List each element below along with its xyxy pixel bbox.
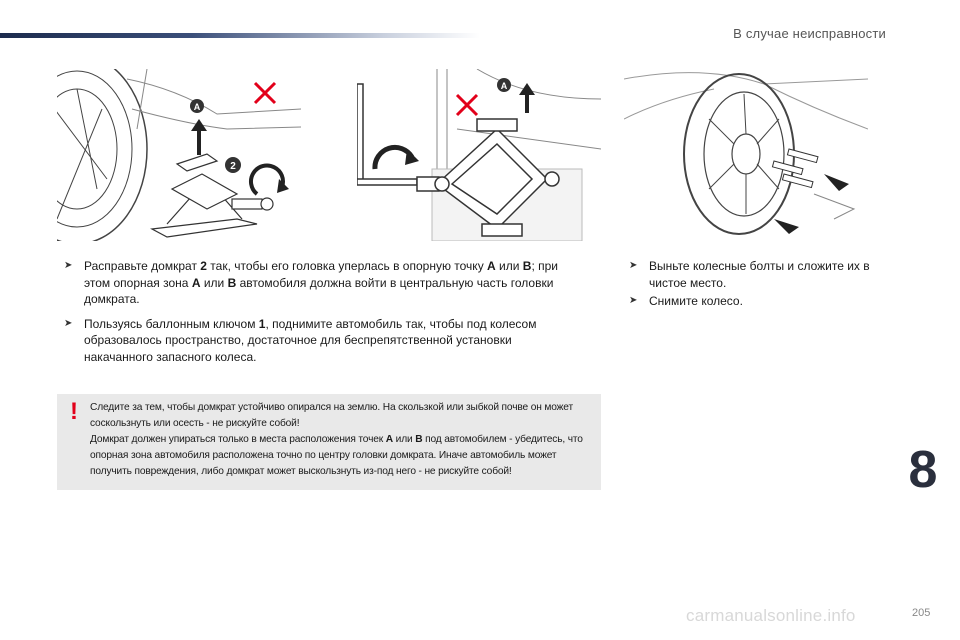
jack-closeup-illustration <box>357 69 601 241</box>
warning-line-2: Домкрат должен упираться только в места расположения точек A или B под автомобилем - убедитесь, что опорная зона автомобиля расположена точно по центру головки домкрата. Иначе автомобиль может получить повреждения, либо домкрат может выскользнуть из-под него - не рискуйте собой! <box>90 434 583 477</box>
figure-label-a: A <box>500 81 508 91</box>
warning-exclamation-icon: ! <box>70 398 78 425</box>
warning-text <box>90 400 594 480</box>
warning-box <box>57 394 601 490</box>
instructions-right <box>627 258 897 312</box>
instructions-left <box>62 258 582 373</box>
wheel-bolts-illustration <box>624 69 868 241</box>
list-item: ➤ Пользуясь баллонным ключом 1, поднимите автомобиль так, чтобы под колесом образовалось пространство, достаточное для беспрепятственной установки накачанного запасного колеса. <box>64 316 537 364</box>
bullet-arrow-icon: ➤ <box>64 260 73 271</box>
chapter-number: 8 <box>908 441 938 499</box>
figure-label-a: A <box>193 102 201 112</box>
list-item: ➤ Расправьте домкрат 2 так, чтобы его головка уперлась в опорную точку A или B; при этом опорная зона A или B автомобиля должна войти в центральную часть головки домкрата. <box>64 259 558 306</box>
figure-label-2: 2 <box>230 161 236 172</box>
list-item: ➤ Выньте колесные болты и сложите их в чистое место. <box>629 259 870 290</box>
section-title: В случае неисправности <box>733 26 886 41</box>
watermark: carmanualsonline.info <box>686 606 856 625</box>
bullet-arrow-icon: ➤ <box>629 295 638 306</box>
bullet-arrow-icon: ➤ <box>629 260 638 271</box>
bullet-arrow-icon: ➤ <box>64 317 73 329</box>
list-item: ➤ Снимите колесо. <box>629 294 743 308</box>
warning-line-1: Следите за тем, чтобы домкрат устойчиво опирался на землю. На скользкой или зыбкой почве он может соскользнуть или осесть - не рискуйте собой! <box>90 402 573 429</box>
jack-extend-illustration <box>57 69 301 241</box>
header-accent-bar <box>0 33 480 38</box>
page-number: 205 <box>912 607 931 619</box>
